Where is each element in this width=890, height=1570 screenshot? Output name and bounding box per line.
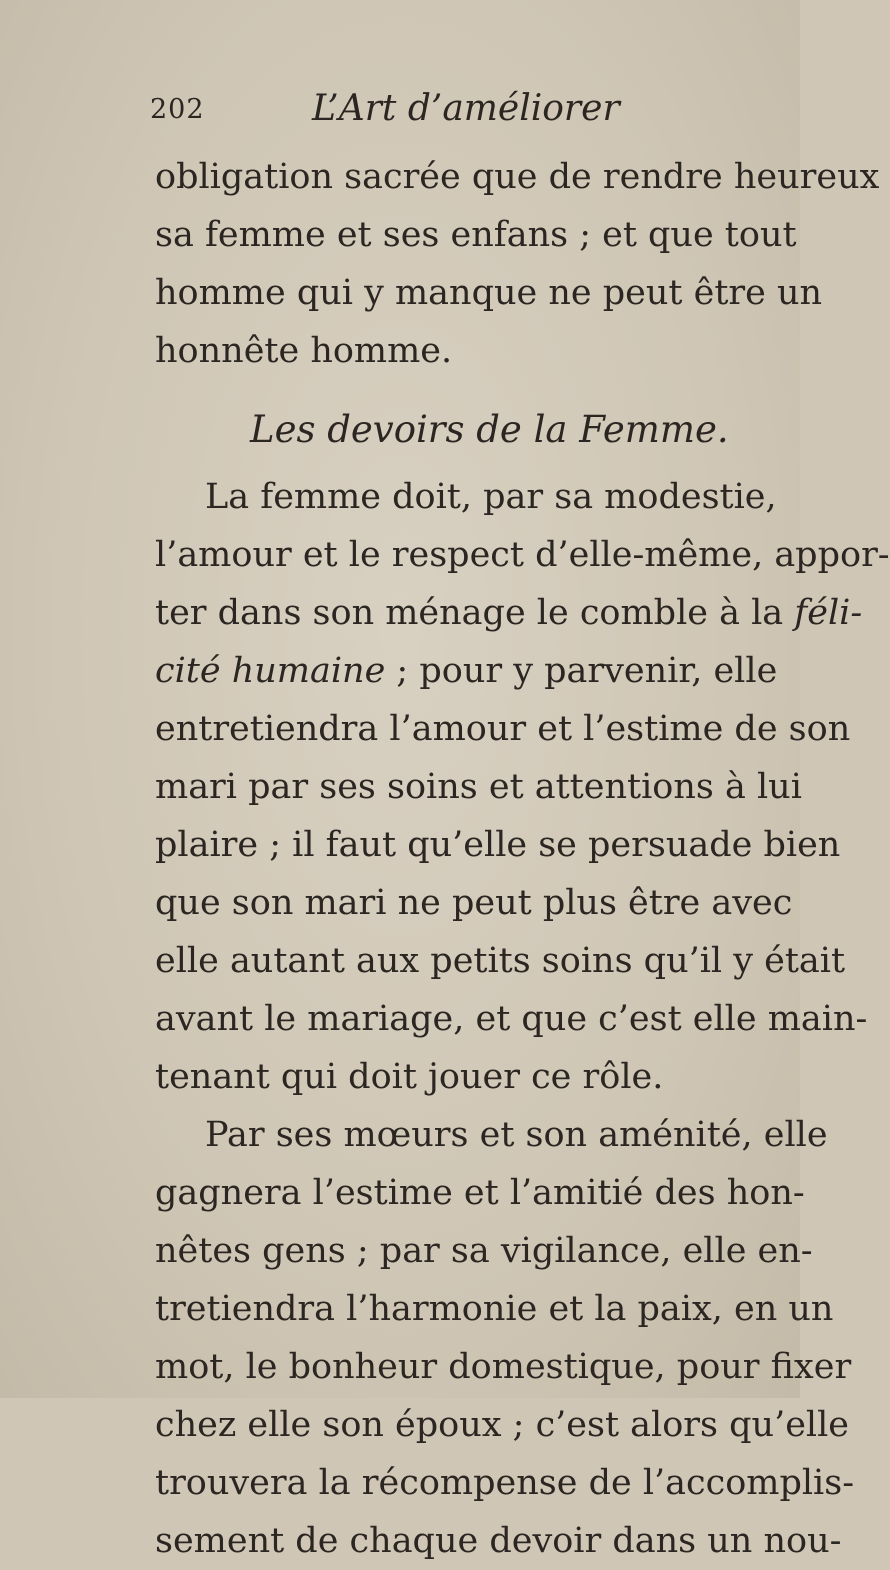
text-line: avant le mariage, et que c’est elle main- xyxy=(155,999,868,1039)
text-line: trouvera la récompense de l’accomplis- xyxy=(155,1463,855,1503)
text-line: tretiendra l’harmonie et la paix, en un xyxy=(155,1289,834,1329)
text-line: nêtes gens ; par sa vigilance, elle en- xyxy=(155,1231,813,1271)
text-line: homme qui y manque ne peut être un xyxy=(155,273,823,313)
text-line: mari par ses soins et attentions à lui xyxy=(155,767,802,807)
text-line: tenant qui doit jouer ce rôle. xyxy=(155,1057,664,1097)
text-line: La femme doit, par sa modestie, xyxy=(205,477,777,517)
italic-fragment: féli- xyxy=(794,593,863,633)
text-line: que son mari ne peut plus être avec xyxy=(155,883,793,923)
body-text xyxy=(155,148,890,1570)
text-line: elle autant aux petits soins qu’il y était xyxy=(155,941,846,981)
text-line: honnête homme. xyxy=(155,331,453,371)
text-line: obligation sacrée que de rendre heureux xyxy=(155,157,880,197)
text-line: sement de chaque devoir dans un nou- xyxy=(155,1521,842,1561)
text-line: chez elle son époux ; c’est alors qu’elle xyxy=(155,1405,850,1445)
section-heading: Les devoirs de la Femme. xyxy=(250,408,729,451)
text-line: sa femme et ses enfans ; et que tout xyxy=(155,215,797,255)
text-line xyxy=(155,642,778,700)
text-fragment: ; pour y parvenir, elle xyxy=(385,651,778,691)
text-line: plaire ; il faut qu’elle se persuade bien xyxy=(155,825,841,865)
page-header xyxy=(150,88,750,138)
text-line: entretiendra l’amour et l’estime de son xyxy=(155,709,851,749)
page-number: 202 xyxy=(150,94,205,125)
running-title: L’Art d’améliorer xyxy=(312,88,620,129)
text-fragment: ter dans son ménage le comble à la xyxy=(155,593,795,633)
text-line: l’amour et le respect d’elle-même, appor- xyxy=(155,535,890,575)
italic-fragment: cité humaine xyxy=(155,651,386,691)
text-line: gagnera l’estime et l’amitié des hon- xyxy=(155,1173,805,1213)
text-line: mot, le bonheur domestique, pour fixer xyxy=(155,1347,852,1387)
text-line: Par ses mœurs et son aménité, elle xyxy=(205,1115,828,1155)
text-line xyxy=(155,584,863,642)
